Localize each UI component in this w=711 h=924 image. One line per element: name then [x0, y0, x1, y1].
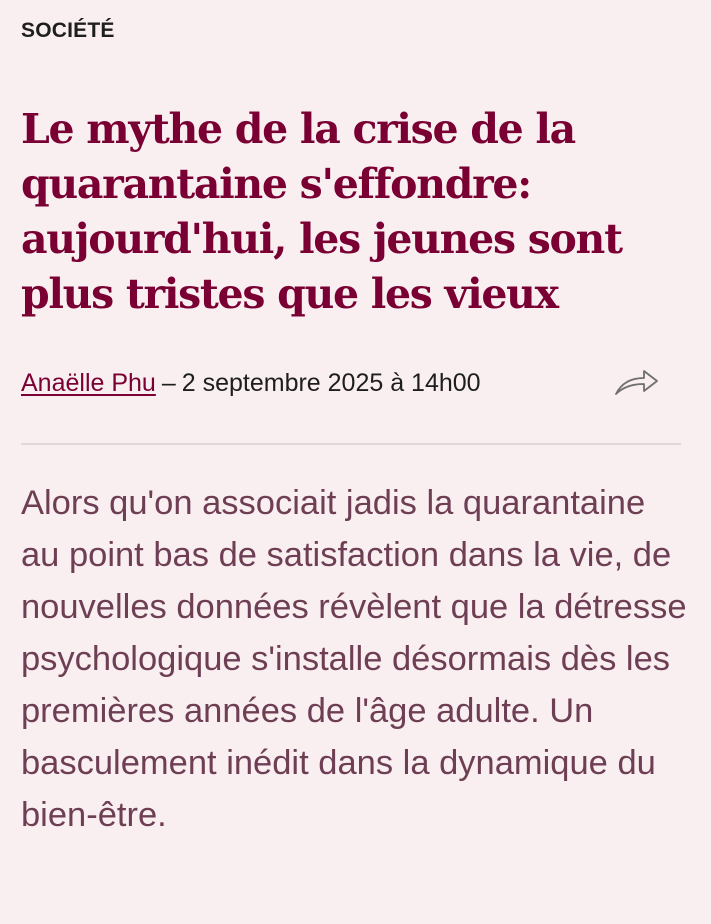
article-headline: Le mythe de la crise de la quarantaine s'effondre: aujourd'hui, les jeunes sont plus tristes que les vieux	[21, 105, 622, 318]
category-label[interactable]: SOCIÉTÉ	[21, 19, 115, 42]
byline-separator: –	[161, 369, 176, 397]
share-arrow-icon	[613, 364, 659, 398]
byline	[21, 366, 481, 400]
author-link[interactable]: Anaëlle Phu	[21, 369, 156, 397]
article-lede: Alors qu'on associait jadis la quarantaine au point bas de satisfaction dans la vie, de nouvelles données révèlent que la détresse psychologique s'installe désormais dès les premières années de l'âge adulte. Un basculement inédit dans la dynamique du bien-être.	[21, 484, 687, 834]
publish-date: 2 septembre 2025 à 14h00	[181, 369, 481, 397]
share-button[interactable]	[613, 364, 659, 398]
divider	[21, 443, 681, 445]
